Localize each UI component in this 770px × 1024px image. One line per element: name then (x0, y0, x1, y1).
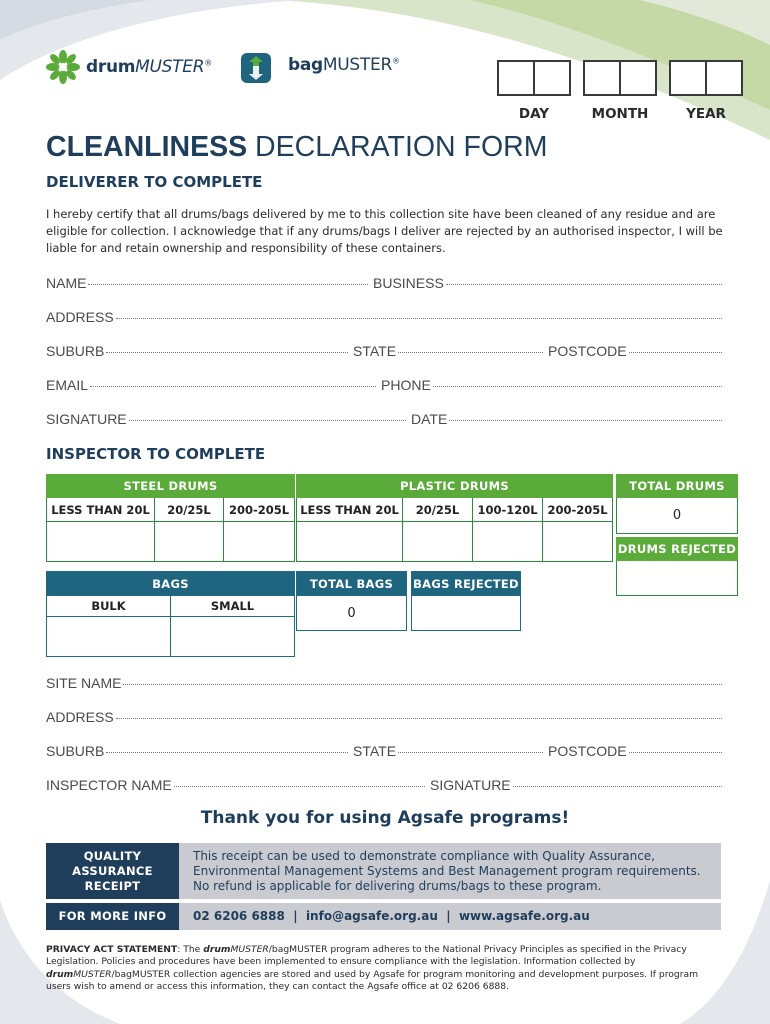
site-name-field[interactable]: SITE NAME (46, 675, 722, 691)
bags-col-bulk: BULK (47, 596, 171, 617)
total-bags-table (296, 571, 407, 631)
email-field[interactable]: EMAIL (46, 377, 381, 393)
plastic-drums-header: PLASTIC DRUMS (297, 475, 613, 498)
qa-receipt-text: This receipt can be used to demonstrate compliance with Quality Assurance, Environmental Management Systems and Best Management program requirements. No refund is applicable for delivering drums/bags to these program. (179, 843, 721, 899)
plastic-100-120l-input[interactable] (473, 522, 543, 562)
steel-col-less-than-20l: LESS THAN 20L (47, 498, 155, 522)
address-row (46, 309, 722, 325)
state-field[interactable]: STATE (353, 343, 548, 359)
total-drums-table (616, 474, 738, 534)
bags-rejected-header: BAGS REJECTED (412, 572, 521, 596)
qa-receipt-label: QUALITY ASSURANCE RECEIPT (46, 843, 179, 899)
inspector-suburb-field[interactable]: SUBURB (46, 743, 353, 759)
steel-col-20-25l: 20/25L (155, 498, 224, 522)
drums-rejected-input[interactable] (617, 561, 738, 596)
drummuster-logo (46, 50, 212, 84)
address-field[interactable]: ADDRESS (46, 309, 722, 325)
steel-less-than-20l-input[interactable] (47, 522, 155, 562)
postcode-field[interactable]: POSTCODE (548, 343, 722, 359)
bags-rejected-input[interactable] (412, 596, 521, 631)
inspector-state-field[interactable]: STATE (353, 743, 548, 759)
day-input[interactable] (497, 60, 571, 96)
plastic-col-less-than-20l: LESS THAN 20L (297, 498, 403, 522)
site-name-row (46, 675, 722, 691)
inspector-signature-field[interactable]: SIGNATURE (430, 777, 722, 793)
plastic-col-100-120l: 100-120L (473, 498, 543, 522)
total-drums-header: TOTAL DRUMS (617, 475, 738, 498)
privacy-statement: PRIVACY ACT STATEMENT: The drumMUSTER/bagMUSTER program adheres to the National Privacy Principles as specified in the Privacy Legislation. Policies and procedures have been implemented to ensure compliance with the legislation. Information collected by drumMUSTER/bagMUSTER collection agencies are stored and used by Agsafe for program monitoring and development purposes. If program users wish to amend or access this information, they can contact the Agsafe office at 02 6206 6888. (46, 944, 699, 992)
signature-field[interactable]: SIGNATURE (46, 411, 411, 427)
steel-col-200-205l: 200-205L (224, 498, 295, 522)
month-label: MONTH (591, 106, 649, 122)
name-field[interactable]: NAME (46, 275, 373, 291)
drummuster-wordmark: drumMUSTER® (86, 57, 212, 77)
plastic-less-than-20l-input[interactable] (297, 522, 403, 562)
steel-200-205l-input[interactable] (224, 522, 295, 562)
drums-rejected-table (616, 537, 738, 596)
bags-table (46, 571, 295, 657)
total-bags-value[interactable]: 0 (297, 596, 407, 631)
quality-assurance-row (46, 843, 721, 899)
more-info-row (46, 903, 721, 930)
suburb-field[interactable]: SUBURB (46, 343, 353, 359)
form-title: CLEANLINESS DECLARATION FORM (46, 131, 548, 163)
more-info-label: FOR MORE INFO (46, 903, 179, 930)
suburb-state-postcode-row (46, 343, 722, 359)
bags-header: BAGS (47, 572, 295, 596)
steel-drums-header: STEEL DRUMS (47, 475, 295, 498)
steel-drums-table (46, 474, 295, 562)
email-phone-row (46, 377, 722, 393)
inspector-address-row (46, 709, 722, 725)
inspector-name-row (46, 777, 722, 793)
bags-bulk-input[interactable] (47, 617, 171, 657)
drum-leaf-icon (46, 50, 80, 84)
contact-details[interactable]: 02 6206 6888 | info@agsafe.org.au | www.agsafe.org.au (179, 903, 721, 930)
year-input[interactable] (669, 60, 743, 96)
total-bags-header: TOTAL BAGS (297, 572, 407, 596)
steel-20-25l-input[interactable] (155, 522, 224, 562)
total-drums-value[interactable]: 0 (617, 498, 738, 534)
plastic-200-205l-input[interactable] (543, 522, 613, 562)
business-field[interactable]: BUSINESS (373, 275, 722, 291)
inspector-suburb-row (46, 743, 722, 759)
inspector-name-field[interactable]: INSPECTOR NAME (46, 777, 430, 793)
name-business-row (46, 275, 722, 291)
date-field[interactable]: DATE (411, 411, 722, 427)
bagmuster-logo (238, 50, 400, 86)
bags-rejected-table (411, 571, 521, 631)
inspector-postcode-field[interactable]: POSTCODE (548, 743, 722, 759)
certification-text: I hereby certify that all drums/bags delivered by me to this collection site have been cleaned of any residue and are eligible for collection. I acknowledge that if any drums/bags I deliver are rejected by an authorised inspector, I will be liable for and retain ownership and responsibility of these containers. (46, 207, 723, 255)
bags-small-input[interactable] (171, 617, 295, 657)
year-label: YEAR (686, 106, 726, 122)
phone-field[interactable]: PHONE (381, 377, 722, 393)
inspector-heading: INSPECTOR TO COMPLETE (46, 445, 266, 463)
month-input[interactable] (583, 60, 657, 96)
bags-col-small: SMALL (171, 596, 295, 617)
day-label: DAY (518, 106, 550, 122)
signature-date-row (46, 411, 722, 427)
plastic-col-20-25l: 20/25L (403, 498, 473, 522)
bag-recycle-icon (238, 50, 274, 86)
plastic-drums-table (296, 474, 613, 562)
bagmuster-wordmark: bagMUSTER® (288, 55, 400, 75)
plastic-col-200-205l: 200-205L (543, 498, 613, 522)
thank-you-message: Thank you for using Agsafe programs! (200, 808, 570, 828)
plastic-20-25l-input[interactable] (403, 522, 473, 562)
drums-rejected-header: DRUMS REJECTED (617, 538, 738, 561)
deliverer-heading: DELIVERER TO COMPLETE (46, 173, 263, 191)
inspector-address-field[interactable]: ADDRESS (46, 709, 722, 725)
